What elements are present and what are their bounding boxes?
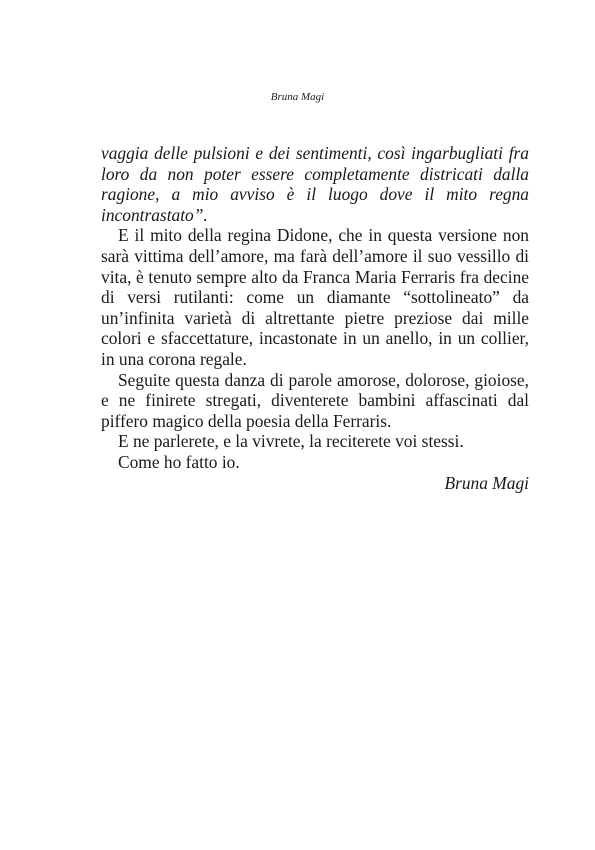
paragraph-parlerete: E ne parlerete, e la vivrete, la reciterete voi stessi. [118,431,464,452]
running-head: Bruna Magi [270,91,325,103]
paragraph-didone: E il mito della regina Didone, che in questa versione non sarà vittima dell’amore, ma farà dell’amore il suo vessillo di vita, è tenuto sempre alto da Franca Maria Ferraris fra decine di versi rutilanti: come un diamante “sottolineato” da un’infinita varietà di altrettante pietre preziose dai mille colori e sfaccettature, incastonate in un anello, in un collier, in una corona regale. [101,225,529,369]
paragraph-come-ho-fatto: Come ho fatto io. [118,451,240,472]
body-text [101,143,529,493]
author-signature: Bruna Magi [444,472,529,493]
paragraph-danza: Seguite questa danza di parole amorose, dolorose, gioiose, e ne finirete stregati, diventerete bambini affascinati dal piffero magico della poesia della Ferraris. [101,369,529,431]
paragraph-quote-continuation: vaggia delle pulsioni e dei sentimenti, così ingarbugliati fra loro da non poter essere completamente districati dalla ragione, a mio avviso è il luogo dove il mito regna incontrastato”. [101,143,529,225]
